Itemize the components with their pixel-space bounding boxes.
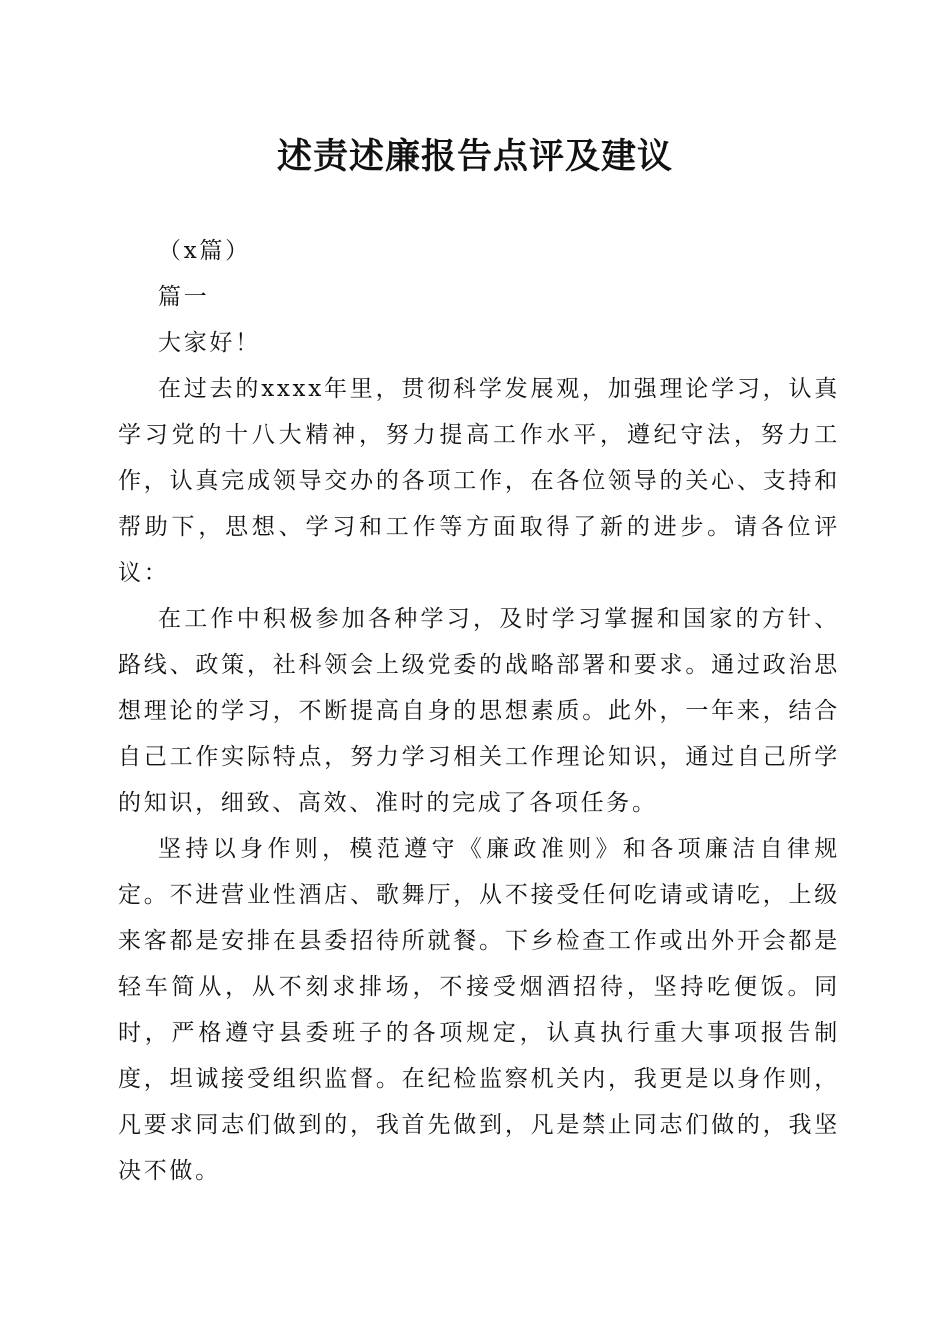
document-body bbox=[118, 228, 840, 1194]
body-paragraph: 在工作中积极参加各种学习，及时学习掌握和国家的方针、路线、政策，社科领会上级党委的战略部署和要求。通过政治思想理论的学习，不断提高自身的思想素质。此外，一年来，结合自己工作实际特点，努力学习相关工作理论知识，通过自己所学的知识，细致、高效、准时的完成了各项任务。 bbox=[118, 606, 840, 816]
greeting-paragraph: 大家好！ bbox=[158, 330, 261, 356]
document-title: 述责述廉报告点评及建议 bbox=[276, 136, 673, 177]
body-paragraph: 在过去的xxxx年里，贯彻科学发展观，加强理论学习，认真学习党的十八大精神，努力提高工作水平，遵纪守法，努力工作，认真完成领导交办的各项工作，在各位领导的关心、支持和帮助下，思想、学习和工作等方面取得了新的进步。请各位评议： bbox=[118, 376, 840, 586]
section-heading: 篇一 bbox=[158, 284, 210, 310]
section-count-note: （x篇） bbox=[158, 238, 251, 264]
body-paragraph: 坚持以身作则，模范遵守《廉政准则》和各项廉洁自律规定。不进营业性酒店、歌舞厅，从不接受任何吃请或请吃，上级来客都是安排在县委招待所就餐。下乡检查工作或出外开会都是轻车简从，从不刻求排场，不接受烟酒招待，坚持吃便饭。同时，严格遵守县委班子的各项规定，认真执行重大事项报告制度，坦诚接受组织监督。在纪检监察机关内，我更是以身作则，凡要求同志们做到的，我首先做到，凡是禁止同志们做的，我坚决不做。 bbox=[118, 836, 840, 1184]
